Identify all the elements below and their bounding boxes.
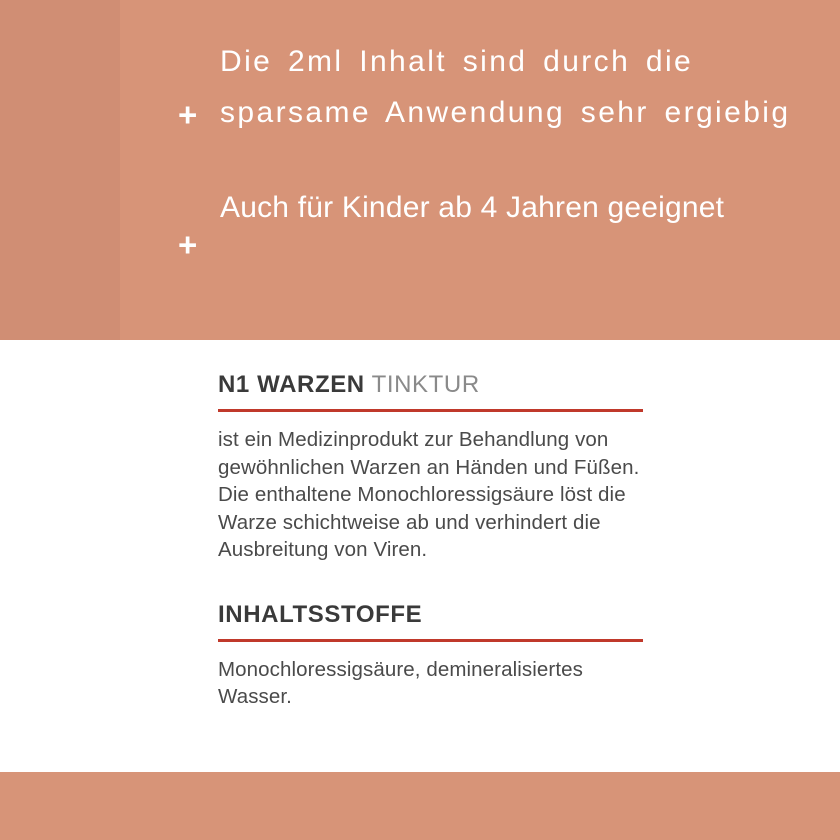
section-heading-strong: N1 WARZEN [218, 371, 365, 398]
section-product-description [218, 370, 648, 564]
list-item [178, 36, 818, 138]
section-divider [218, 639, 643, 642]
section-heading-light: TINKTUR [364, 371, 480, 398]
description-content [218, 370, 648, 711]
top-band-left-column [0, 0, 120, 340]
section-body: Monochloressigsäure, demineralisiertes Wasser. [218, 657, 583, 708]
plus-icon: + [178, 96, 198, 133]
plus-icon: + [178, 226, 198, 263]
benefit-text: Auch für Kinder ab 4 Jahren geeignet [220, 191, 725, 224]
benefit-text: Die 2ml Inhalt sind durch die sparsame Anwendung sehr ergiebig [220, 45, 791, 129]
bottom-band [0, 772, 840, 840]
section-divider [218, 409, 643, 412]
section-heading [218, 600, 648, 630]
section-ingredients [218, 600, 648, 711]
list-item [178, 182, 818, 261]
section-heading-strong: INHALTSSTOFFE [218, 600, 423, 628]
top-highlight-band [0, 0, 840, 340]
section-body: ist ein Medizinprodukt zur Behandlung von gewöhnlichen Warzen an Händen und Füßen. Die enthaltene Monochloressigsäure löst die Warze schichtweise ab und verhindert die Ausbreitung von Viren. [218, 428, 640, 561]
description-panel [0, 340, 840, 772]
section-heading [218, 370, 648, 400]
benefits-list [178, 36, 818, 261]
